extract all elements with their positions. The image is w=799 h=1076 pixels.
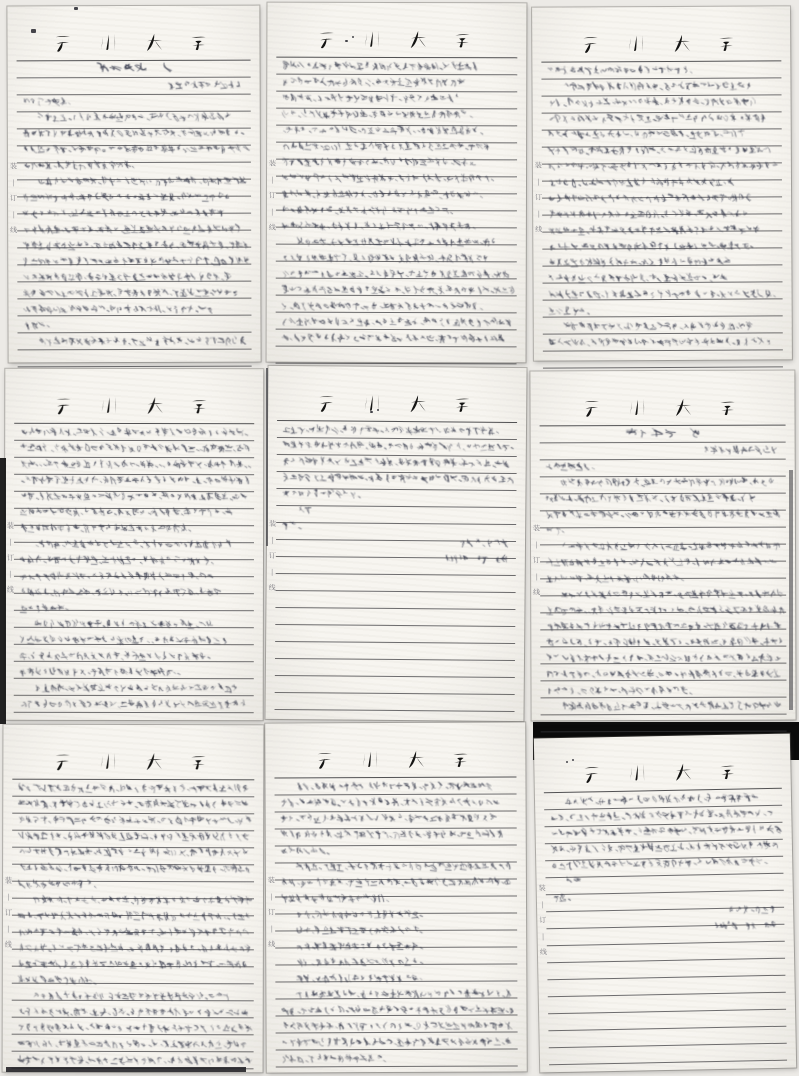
page-1	[7, 6, 260, 363]
ink-speck	[352, 36, 354, 38]
handwriting-layer	[3, 725, 264, 1073]
handwriting-layer	[534, 734, 796, 1073]
scan-seam-bottom	[6, 1067, 246, 1072]
scan-seam-vertical	[266, 368, 268, 546]
page-8	[265, 722, 527, 1072]
scan-edge-left	[0, 458, 6, 724]
handwriting-layer	[267, 3, 527, 363]
ink-speck	[572, 759, 574, 761]
ink-speck	[31, 29, 36, 33]
handwriting-layer	[7, 6, 260, 363]
handwriting-layer	[532, 6, 792, 360]
scan-shadow-right	[789, 470, 793, 710]
page-6	[530, 371, 795, 721]
page-9	[534, 734, 796, 1073]
handwriting-layer	[5, 369, 264, 720]
handwriting-layer	[530, 371, 795, 721]
page-2	[267, 3, 527, 363]
handwriting-layer	[265, 722, 527, 1072]
page-3	[532, 6, 792, 360]
ink-speck	[377, 409, 379, 411]
page-5	[265, 366, 526, 721]
page-7	[3, 725, 264, 1073]
ink-speck	[345, 40, 348, 42]
handwriting-layer	[265, 366, 526, 721]
ink-speck	[74, 7, 78, 10]
ink-speck	[370, 411, 373, 413]
ink-speck	[566, 761, 568, 763]
page-4	[5, 369, 264, 720]
